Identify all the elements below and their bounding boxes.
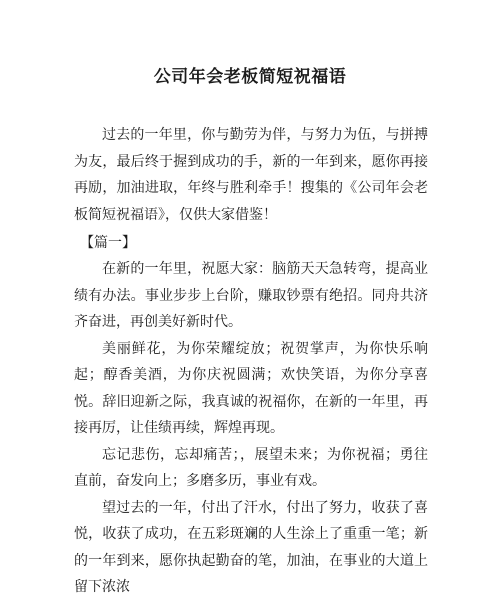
body-paragraph-2: 美丽鲜花，为你荣耀绽放；祝贺掌声，为你快乐响起；醇香美酒，为你庆祝圆满；欢快笑语，为你分享喜悦。辞旧迎新之际，我真诚的祝福你，在新的一年里，再接再厉，让佳绩再续，辉煌再现。 <box>74 340 428 436</box>
body-paragraph-1: 在新的一年里，祝愿大家：脑筋天天急转弯，提高业绩有办法。事业步步上台阶，赚取钞票有绝招。同舟共济齐奋进，再创美好新时代。 <box>74 261 428 330</box>
section-heading: 【篇一】 <box>80 235 136 251</box>
body-paragraph-3: 忘记悲伤，忘却痛苦；，展望未来；为你祝福；勇往直前，奋发向上；多磨多历，事业有戏。 <box>74 446 428 489</box>
document-title: 公司年会老板简短祝福语 <box>153 67 347 87</box>
body-paragraph-4: 望过去的一年，付出了汗水，付出了努力，收获了喜悦，收获了成功，在五彩斑斓的人生涂上了重重一笔；新的一年到来，愿你执起勤奋的笔，加油，在事业的大道上留下浓浓 <box>74 499 428 595</box>
document-body <box>74 122 428 601</box>
intro-paragraph: 过去的一年里，你与勤劳为伴，与努力为伍，与拼搏为友，最后终于握到成功的手，新的一年到来，愿你再接再励，加油进取，年终与胜利牵手！搜集的《公司年会老板简短祝福语》，仅供大家借鉴！ <box>74 127 428 223</box>
